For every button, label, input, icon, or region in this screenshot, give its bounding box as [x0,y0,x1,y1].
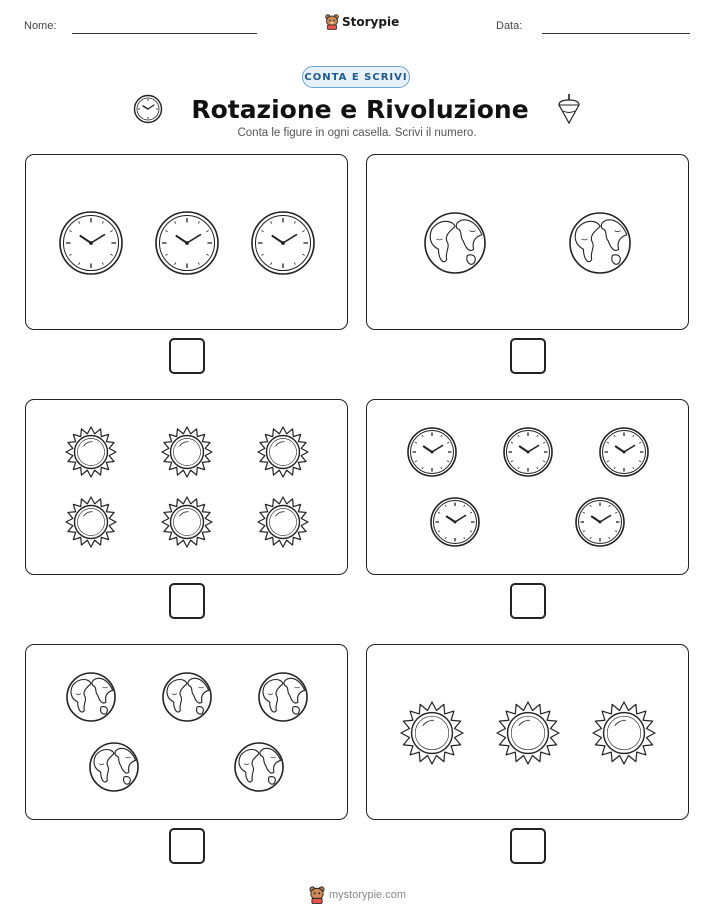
footer-url: mystorypie.com [329,889,407,901]
counting-card [25,644,348,820]
date-field[interactable] [542,33,690,34]
footer [309,884,406,906]
earth-icon [424,212,486,274]
earth-icon [234,742,284,792]
clock-icon [430,497,480,547]
earth-icon [66,672,116,722]
answer-box[interactable] [169,583,205,619]
instructions: Conta le figure in ogni casella. Scrivi il numero. [237,127,477,139]
clock-icon [59,211,123,275]
counting-card [366,154,689,330]
sun-icon [65,426,117,478]
sun-icon [65,496,117,548]
clock-icon [599,427,649,477]
spinning-top-icon [557,93,581,125]
answer-box[interactable] [169,338,205,374]
sun-icon [496,701,560,765]
brand-name: Storypie [342,15,400,29]
earth-icon [258,672,308,722]
name-label: Nome: [24,20,57,32]
counting-card [366,399,689,575]
earth-icon [89,742,139,792]
name-field[interactable] [72,33,257,34]
earth-icon [569,212,631,274]
title-row [0,90,714,128]
clock-icon [575,497,625,547]
date-label: Data: [496,20,523,32]
earth-icon [162,672,212,722]
sun-icon [592,701,656,765]
sun-icon [257,426,309,478]
sun-icon [257,496,309,548]
clock-icon [155,211,219,275]
brand-logo [325,12,399,32]
bear-mascot-icon [325,14,339,30]
counting-card [366,644,689,820]
clock-icon [407,427,457,477]
sun-icon [161,426,213,478]
sun-icon [400,701,464,765]
answer-box[interactable] [510,583,546,619]
answer-box[interactable] [510,338,546,374]
clock-icon [251,211,315,275]
answer-box[interactable] [169,828,205,864]
sun-icon [161,496,213,548]
answer-box[interactable] [510,828,546,864]
page-title: Rotazione e Rivoluzione [191,94,529,124]
counting-card [25,154,348,330]
clock-icon [503,427,553,477]
activity-badge: CONTA E SCRIVI [302,66,410,88]
clock-icon [133,94,163,124]
bear-mascot-icon [309,886,325,904]
counting-card [25,399,348,575]
